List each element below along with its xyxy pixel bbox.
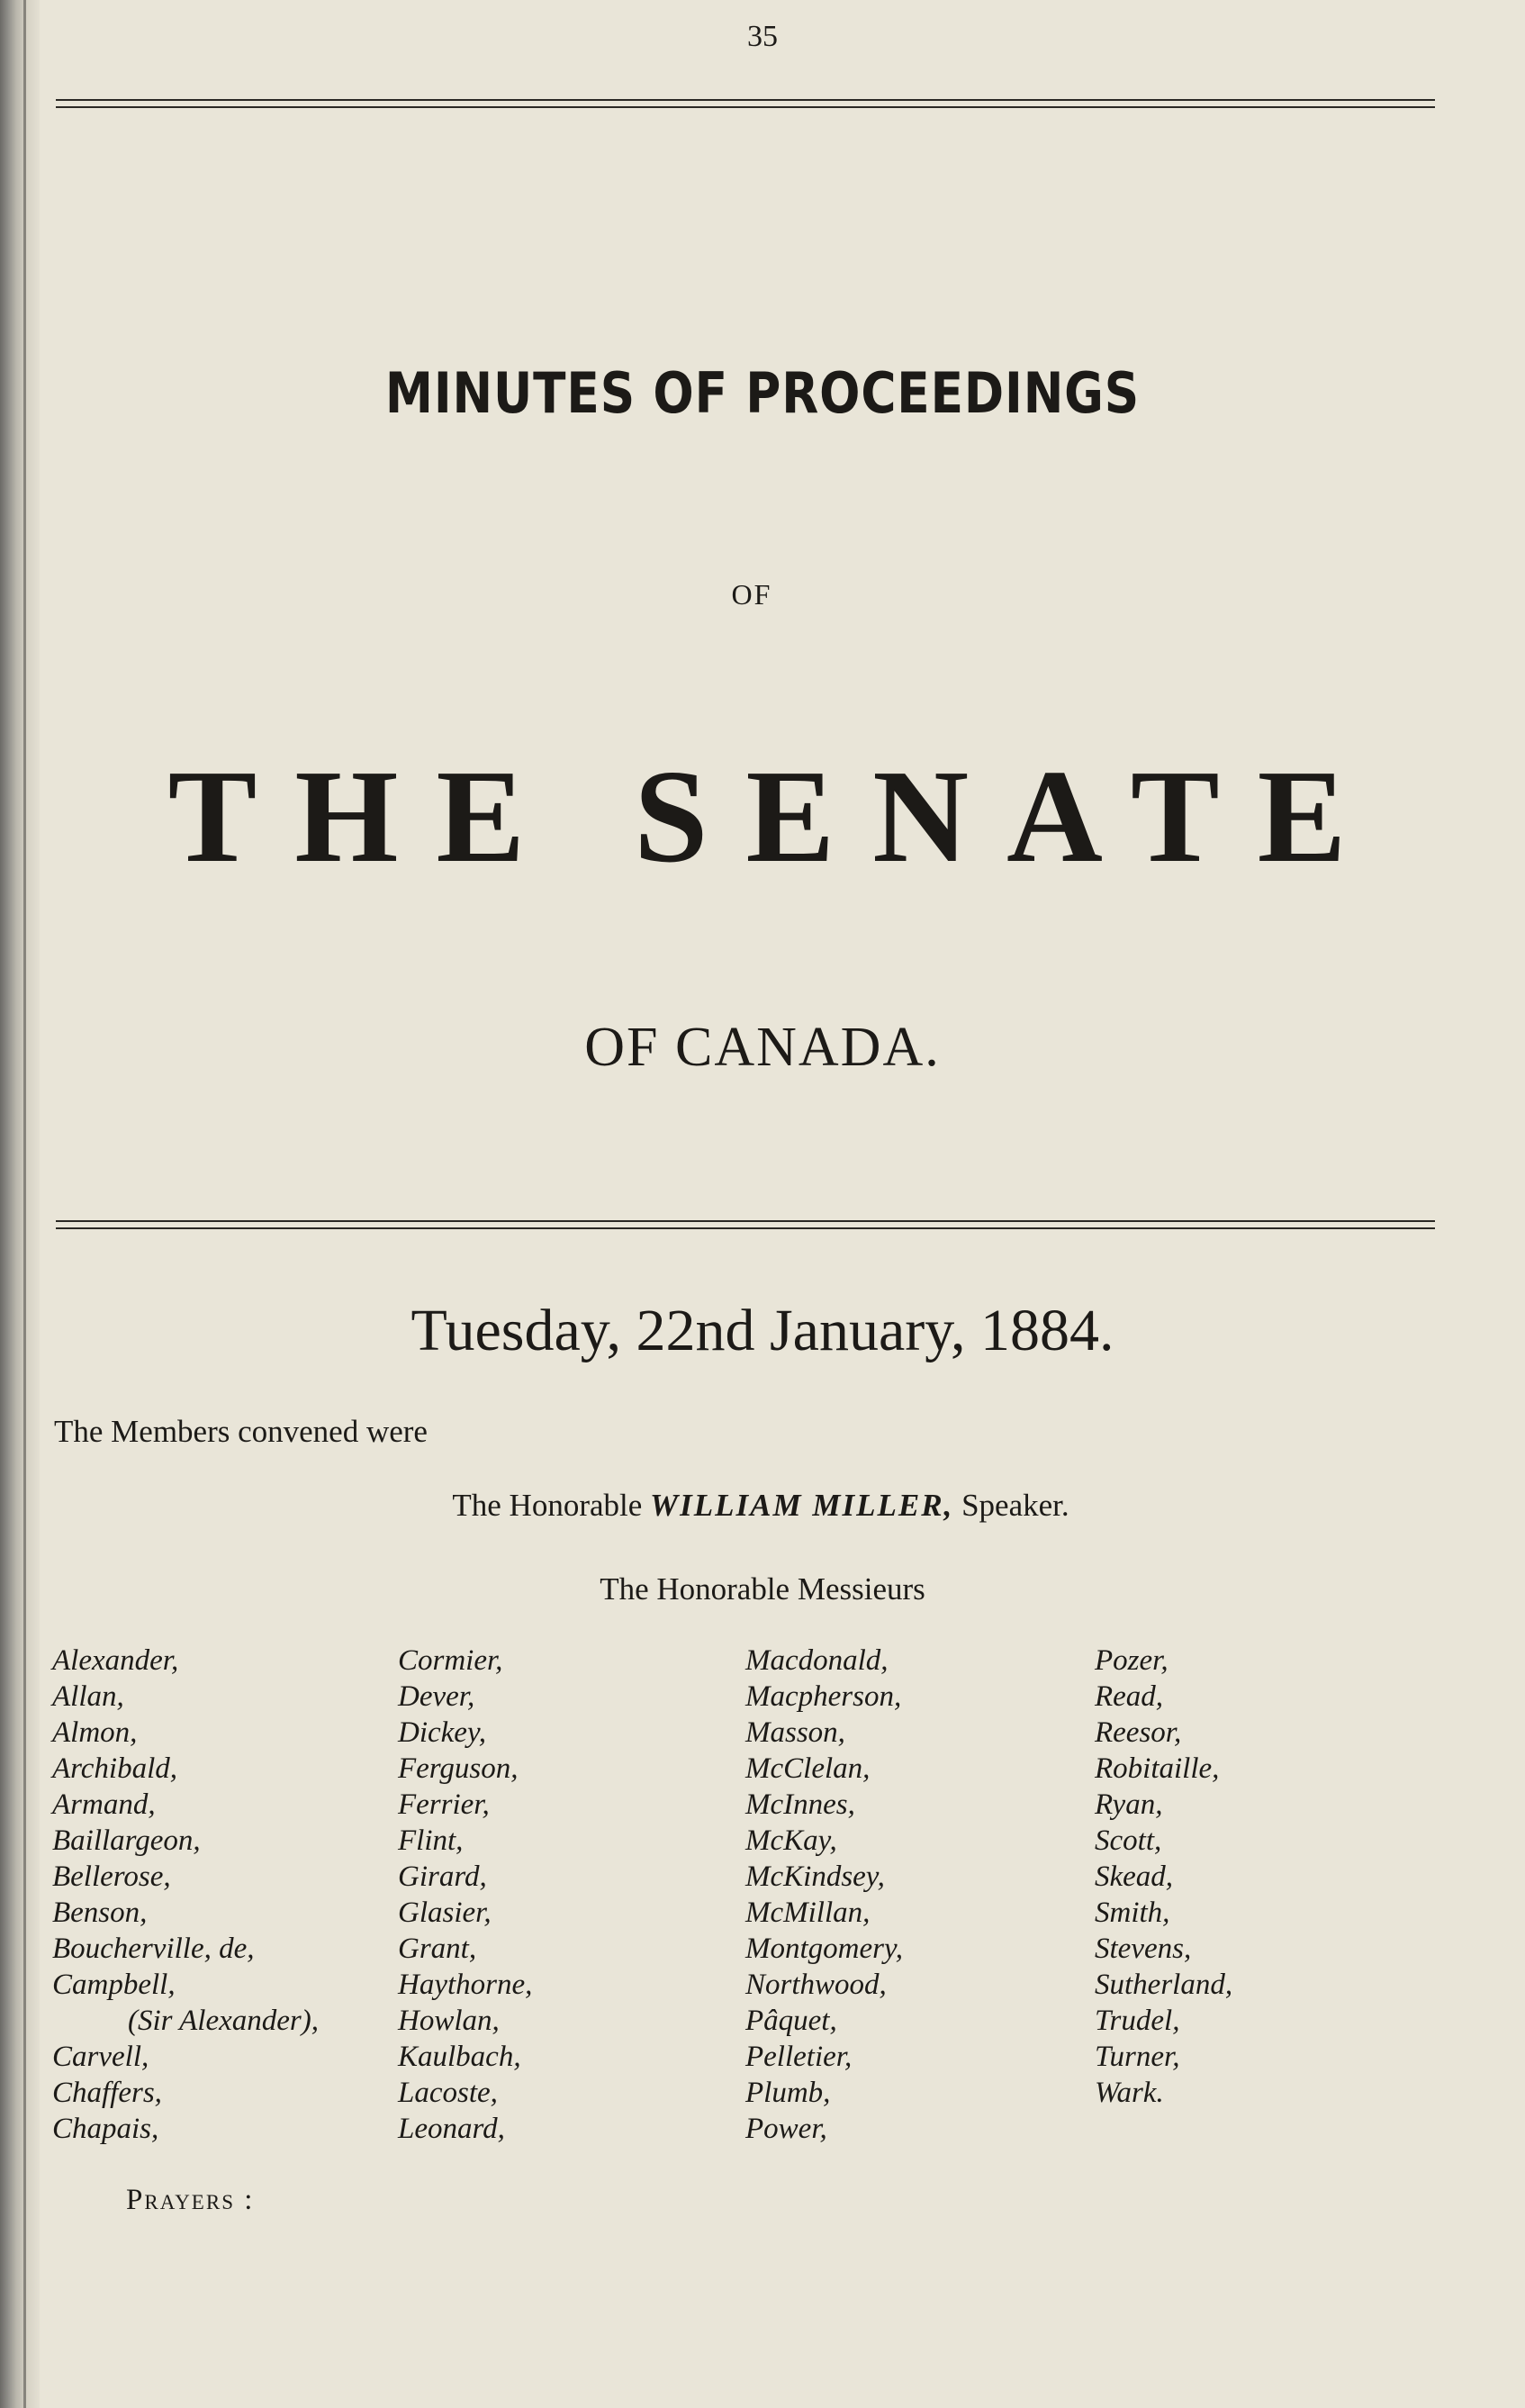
list-item: Macpherson, [745,1680,902,1713]
bottom-double-rule [56,1220,1435,1229]
list-item: Stevens, [1095,1933,1192,1965]
list-item: Carvell, [52,2041,149,2073]
list-item: Masson, [745,1716,845,1749]
top-double-rule [56,99,1435,108]
list-item: Chaffers, [52,2077,162,2109]
list-item: Leonard, [398,2113,505,2145]
list-item: Campbell, [52,1969,176,2001]
list-item: Macdonald, [745,1644,889,1677]
list-item: Flint, [398,1824,464,1857]
speaker-line [0,1488,1521,1524]
prayers-heading: Prayers : [126,2184,255,2216]
list-item: Ferrier, [398,1788,490,1821]
list-item: Wark. [1095,2077,1164,2109]
list-item: Allan, [52,1680,124,1713]
binding-edge [23,0,26,2408]
list-item: Benson, [52,1897,148,1929]
of-word: OF [731,578,772,611]
list-item: Power, [745,2113,827,2145]
list-item: McKindsey, [745,1860,885,1893]
list-item: Alexander, [52,1644,179,1677]
list-item: Smith, [1095,1897,1170,1929]
list-item: McMillan, [745,1897,871,1929]
senate-title: THE SENATE [167,743,1385,891]
messieurs-heading: The Honorable Messieurs [600,1571,925,1607]
page-number: 35 [747,20,778,53]
list-item: Pâquet, [745,2005,837,2037]
list-item: Boucherville, de, [52,1933,255,1965]
list-item: Reesor, [1095,1716,1182,1749]
list-item: Chapais, [52,2113,159,2145]
list-item: Read, [1095,1680,1164,1713]
date-heading: Tuesday, 22nd January, 1884. [411,1298,1114,1363]
list-item: Armand, [52,1788,156,1821]
list-item: Archibald, [52,1752,178,1785]
list-item: Almon, [52,1716,138,1749]
list-item: Skead, [1095,1860,1174,1893]
list-item: Lacoste, [398,2077,498,2109]
members-column-2 [398,1643,532,2147]
list-item: Haythorne, [398,1969,533,2001]
list-item: Cormier, [398,1644,503,1677]
list-item: (Sir Alexander), [128,2005,320,2037]
list-item: Northwood, [745,1969,887,2001]
list-item: Turner, [1095,2041,1180,2073]
members-column-1 [52,1643,319,2147]
members-intro: The Members convened were [54,1414,428,1449]
list-item: McClelan, [745,1752,871,1785]
list-item: McKay, [745,1824,837,1857]
list-item: Pelletier, [745,2041,853,2073]
list-item: Grant, [398,1933,477,1965]
list-item: Pozer, [1095,1644,1169,1677]
list-item: Girard, [398,1860,487,1893]
list-item: Robitaille, [1095,1752,1220,1785]
list-item: Ryan, [1095,1788,1163,1821]
list-item: Kaulbach, [398,2041,521,2073]
list-item: Dickey, [398,1716,487,1749]
list-item: Trudel, [1095,2005,1180,2037]
list-item: Baillargeon, [52,1824,201,1857]
speaker-name: WILLIAM MILLER, [650,1488,954,1523]
list-item: Dever, [398,1680,475,1713]
members-column-3 [745,1643,903,2147]
speaker-role: Speaker. [961,1488,1069,1523]
list-item: Scott, [1095,1824,1162,1857]
list-item: Montgomery, [745,1933,904,1965]
members-column-4 [1095,1643,1232,2111]
minutes-title: MINUTES OF PROCEEDINGS [384,360,1141,426]
list-item: Ferguson, [398,1752,519,1785]
list-item: Sutherland, [1095,1969,1233,2001]
list-item: Bellerose, [52,1860,171,1893]
canada-line: OF CANADA. [584,1017,941,1078]
list-item: Plumb, [745,2077,831,2109]
speaker-prefix: The Honorable [452,1488,643,1523]
list-item: McInnes, [745,1788,855,1821]
list-item: Howlan, [398,2005,500,2037]
book-binding-shadow [0,0,40,2408]
list-item: Glasier, [398,1897,492,1929]
